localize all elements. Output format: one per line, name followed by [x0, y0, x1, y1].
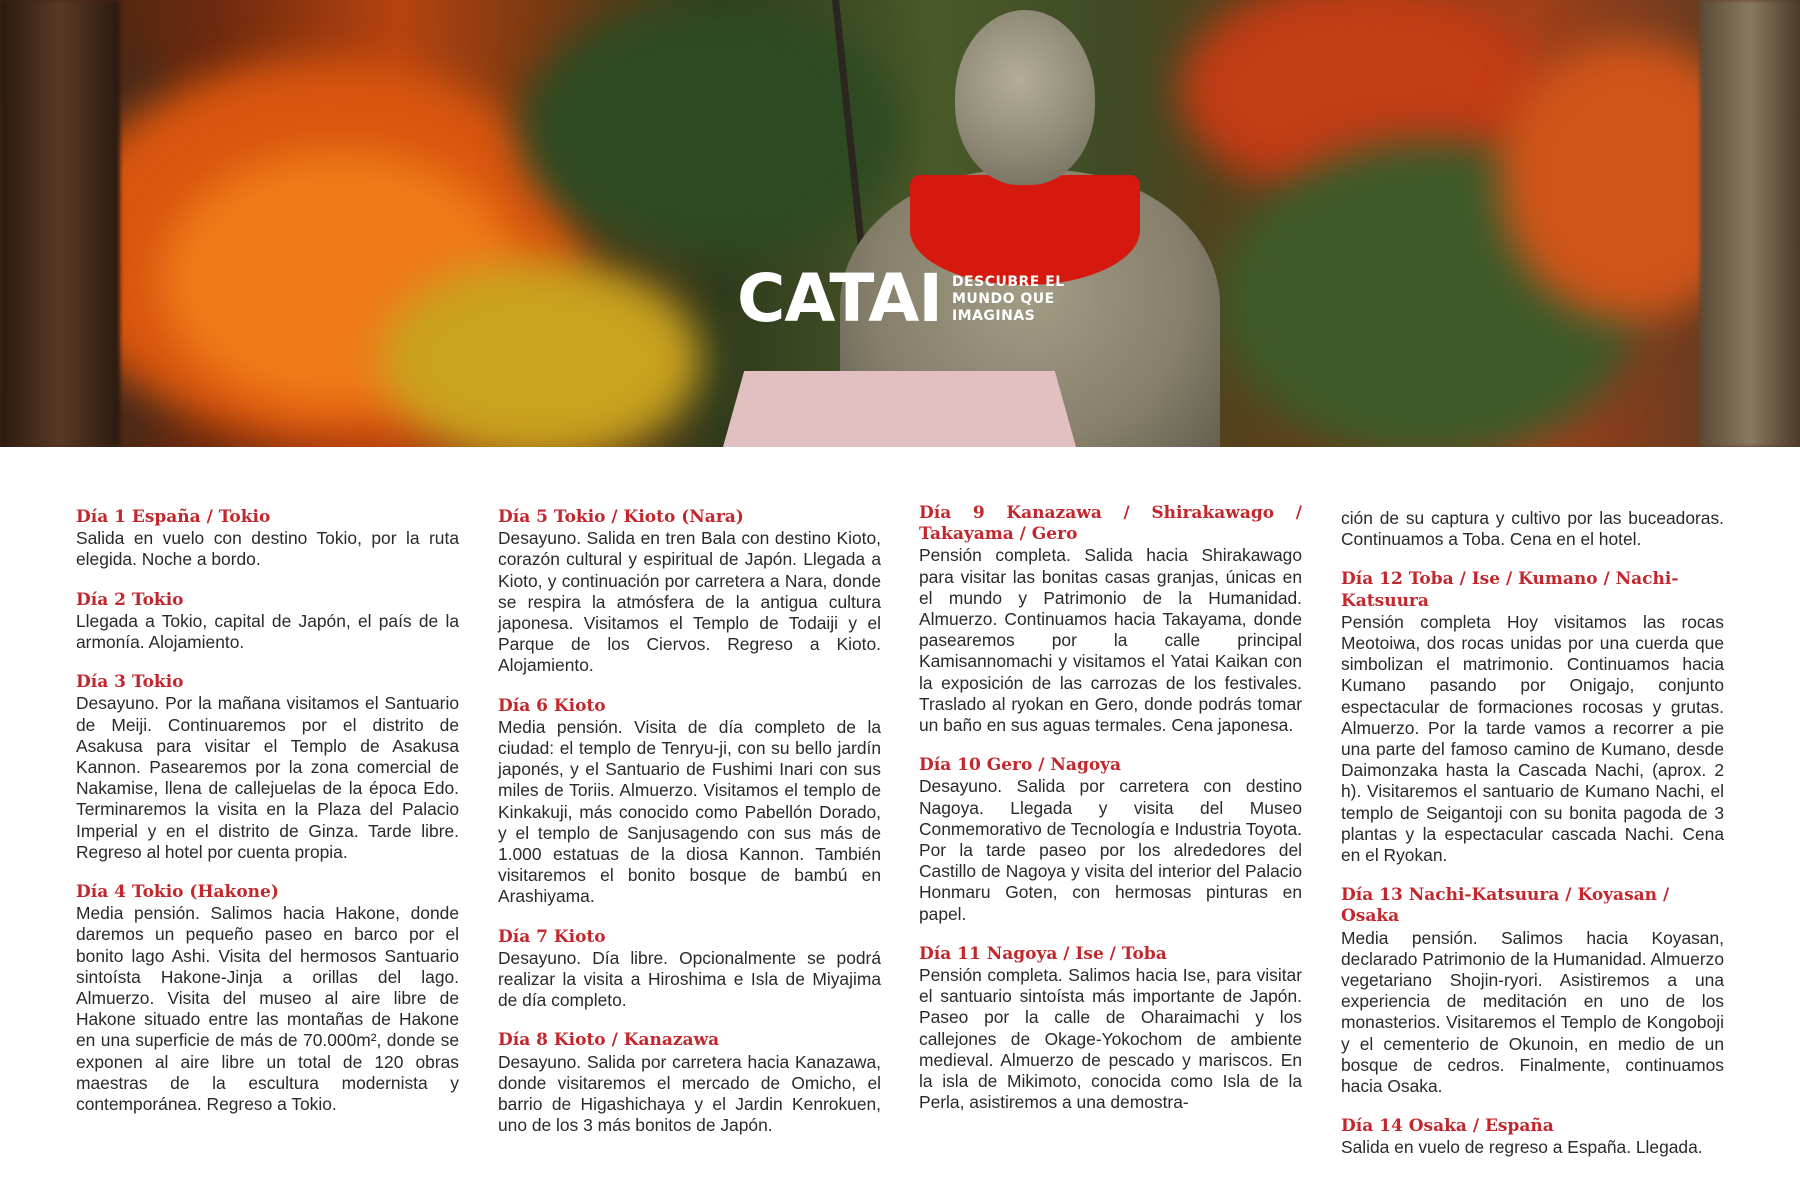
itinerary-column-3 — [919, 503, 1302, 1132]
day-text: Desayuno. Por la mañana visitamos el Santuario de Meiji. Continuaremos por el distrito de Asakusa para visitar el Templo de Asakusa Kannon. Pasearemos por la zona comercial de Nakamise, llena de callejuelas de la época Edo. Terminaremos la visita en la Plaza del Palacio Imperial y en el distrito de Ginza. Tarde libre. Regreso al hotel por cuenta propia. — [76, 693, 459, 862]
day-9 — [919, 503, 1302, 736]
day-3 — [76, 672, 459, 863]
day-title: Día 1 España / Tokio — [76, 507, 271, 527]
day-1 — [76, 507, 459, 571]
day-text: Media pensión. Salimos hacia Hakone, donde daremos un pequeño paseo en barco por el bonito lago Ashi. Visita del hermosos Santuario sintoísta Hakone-Jinja a orillas del lago. Almuerzo. Visita del museo al aire libre de Hakone situado entre las montañas de Hakone en una superficie de más de 70.000m², donde se exponen al aire libre un total de 120 obras maestras de la escultura modernista y contemporánea. Regreso a Tokio. — [76, 903, 459, 1115]
day-text: Salida en vuelo con destino Tokio, por la ruta elegida. Noche a bordo. — [76, 528, 459, 570]
day-title: Día 8 Kioto / Kanazawa — [498, 1030, 720, 1051]
day-title: Día 13 Nachi-Katsuura / Koyasan / Osaka — [1341, 885, 1670, 927]
day-5 — [498, 507, 881, 677]
day-text: Media pensión. Visita de día completo de la ciudad: el templo de Tenryu-ji, con su bello jardín japonés, y el Santuario de Fushimi Inari con sus miles de Toriis. Almuerzo. Visitamos el templo de Kinkakuji, más conocido como Pabellón Dorado, y el templo de Sanjusagendo con sus más de 1.000 estatuas de la diosa Kannon. También visitaremos el bonito bosque de bambú en Arashiyama. — [498, 716, 881, 907]
day-text: Desayuno. Salida por carretera hacia Kanazawa, donde visitaremos el mercado de Omicho, el barrio de Higashichaya y el Jardin Kenrokuen, uno de los 3 más bonitos de Japón. — [498, 1051, 881, 1136]
day-text: Desayuno. Salida en tren Bala con destino Kioto, corazón cultural y espiritual de Japón. Llegada a Kioto, y continuación por carretera a Nara, donde se respira la atmósfera de la antigua cultura japonesa. Visitamos el Templo de Todaiji y el Parque de los Ciervos. Regreso a Kioto. Alojamiento. — [498, 528, 881, 676]
tagline-line-1: DESCUBRE EL — [951, 273, 1065, 290]
day-title: Día 4 Tokio (Hakone) — [76, 882, 279, 903]
itinerary-column-2 — [498, 507, 881, 1155]
catai-logo — [737, 260, 1065, 337]
tagline-line-2: MUNDO QUE — [951, 290, 1055, 307]
day-text: Desayuno. Día libre. Opcionalmente se podrá realizar la visita a Hiroshima e Isla de Miyajima de día completo. — [498, 947, 881, 1011]
day-6 — [498, 696, 881, 908]
logo-tagline — [952, 274, 1065, 325]
day-title: Día 14 Osaka / España — [1341, 1116, 1554, 1137]
day-13 — [1341, 885, 1724, 1097]
day-title: Día 11 Nagoya / Ise / Toba — [919, 943, 1167, 964]
day-text: ción de su captura y cultivo por las buceadoras. Continuamos a Toba. Cena en el hotel. — [1341, 508, 1724, 550]
day-text: Pensión completa. Salida hacia Shirakawago para visitar las bonitas casas granjas, únicas en el mundo y Patrimonio de la Humanidad. Almuerzo. Continuamos hacia Takayama, donde pasearemos por la calle principal Kamisannomachi y visitamos el Yatai Kaikan con la exposición de las carrozas de los festivales. Traslado al ryokan en Gero, donde podrás tomar un baño en sus aguas termales. Cena japonesa. — [919, 545, 1302, 736]
day-11 — [919, 944, 1302, 1114]
day-text: Desayuno. Salida por carretera con destino Nagoya. Llegada y visita del Museo Conmemorativo de Tecnología e Industria Toyota. Por la tarde paseo por los alrededores del Castillo de Nagoya y visita del interior del Palacio Honmaru Goten, con hermosas pinturas en papel. — [919, 776, 1302, 924]
day-title: Día 3 Tokio — [76, 672, 184, 693]
day-8 — [498, 1030, 881, 1136]
day-10 — [919, 755, 1302, 925]
tagline-line-3: IMAGINAS — [951, 307, 1036, 324]
day-4 — [76, 882, 459, 1115]
day-14 — [1341, 1116, 1724, 1158]
hero-photo — [0, 0, 1800, 447]
day-11-continued — [1341, 508, 1724, 550]
day-title: Día 5 Tokio / Kioto (Nara) — [498, 507, 744, 527]
day-text: Pensión completa. Salimos hacia Ise, para visitar el santuario sintoísta más importante de Japón. Paseo por la calle de Oharaimachi y los callejones de Okage-Yokochom de ambiente medieval. Almuerzo de pescado y mariscos. En la isla de Mikimoto, conocida como Isla de la Perla, asistiremos a una demostra- — [919, 965, 1302, 1113]
day-text: Pensión completa Hoy visitamos las rocas Meotoiwa, dos rocas unidas por una cuerda que simbolizan el matrimonio. Continuamos hacia Kumano pasando por Onigajo, conjunto espectacular de formaciones rocosas y grutas. Almuerzo. Por la tarde vamos a recorrer a pie una parte del famoso camino de Kumano, desde Daimonzaka hasta la Cascada Nachi, (aprox. 2 h). Visitaremos el santuario de Kumano Nachi, el templo de Seigantoji con su bonita pagoda de 3 plantas y la espectacular cascada Nachi. Cena en el Ryokan. — [1341, 611, 1724, 866]
statue-head — [955, 10, 1095, 185]
day-title: Día 12 Toba / Ise / Kumano / Nachi-Katsuura — [1341, 569, 1679, 611]
day-text: Media pensión. Salimos hacia Koyasan, declarado Patrimonio de la Humanidad. Almuerzo vegetariano Shojin-ryori. Asistiremos a una experiencia de meditación en uno de los monasterios. Visitaremos el Templo de Kongoboji y el cementerio de Okunoin, en medio de un bosque de cedros. Finalmente, continuamos hacia Osaka. — [1341, 927, 1724, 1097]
logo-wordmark: CATAI — [737, 260, 942, 337]
day-title: Día 7 Kioto — [498, 926, 606, 947]
pink-tab-shape — [723, 371, 1076, 447]
day-title: Día 9 Kanazawa / Shirakawago / Takayama / Gero — [919, 503, 1302, 545]
day-text: Llegada a Tokio, capital de Japón, el país de la armonía. Alojamiento. — [76, 610, 459, 653]
day-title: Día 10 Gero / Nagoya — [919, 755, 1122, 776]
day-title: Día 2 Tokio — [76, 589, 184, 610]
day-12 — [1341, 569, 1724, 866]
day-text: Salida en vuelo de regreso a España. Llegada. — [1341, 1137, 1703, 1158]
day-7 — [498, 927, 881, 1012]
day-title: Día 6 Kioto — [498, 695, 606, 716]
itinerary-column-1 — [76, 507, 459, 1134]
day-2 — [76, 590, 459, 654]
itinerary-column-4 — [1341, 508, 1724, 1178]
